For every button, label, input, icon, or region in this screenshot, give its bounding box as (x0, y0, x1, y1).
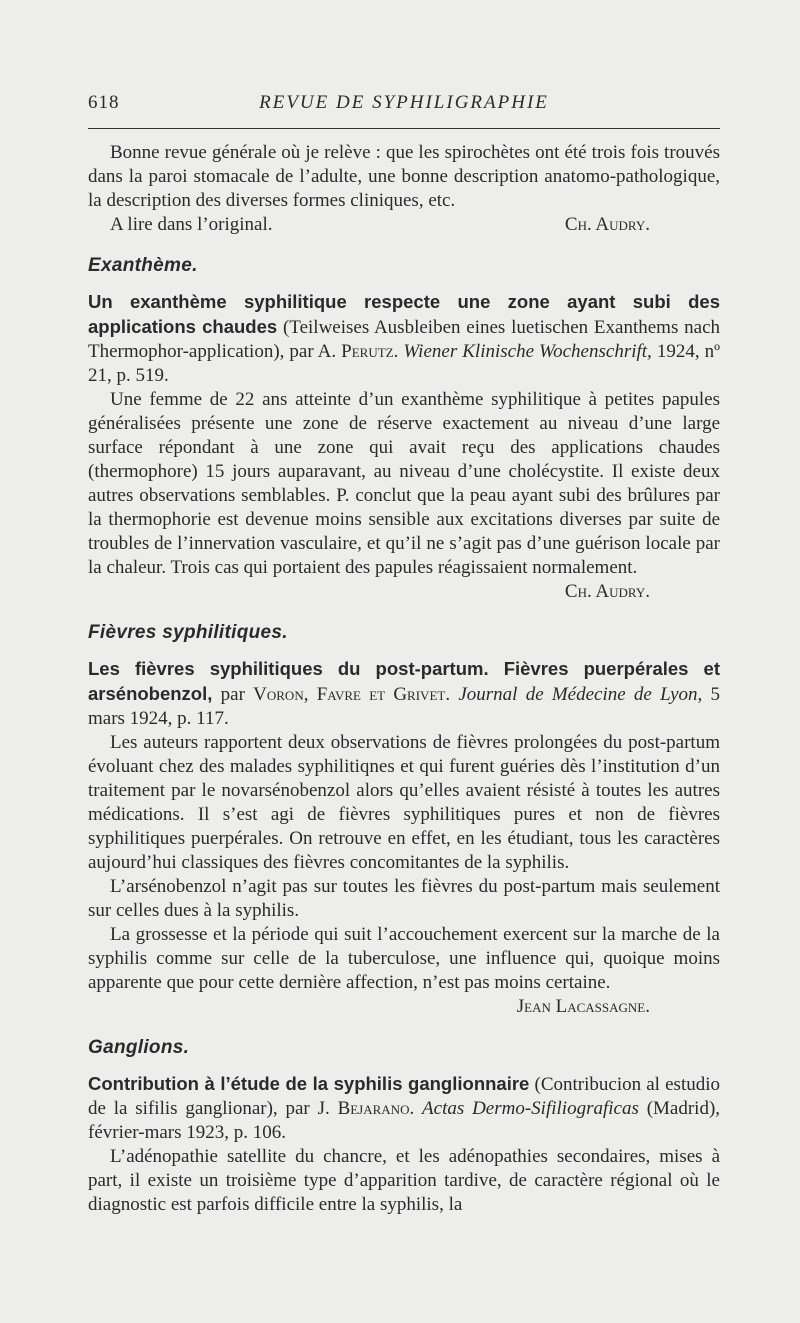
header-rule (88, 128, 720, 129)
page-header (88, 92, 720, 120)
reference-suffix: (Madrid), février-mars 1923, p. 106. (88, 1098, 721, 1143)
article-title: Les fièvres syphilitiques du post-partum. Fièvres puerpérales et arsénobenzol, (88, 658, 720, 704)
reference-journal: Wiener Klinische Wochenschrift, (403, 341, 652, 362)
page-number: 618 (88, 92, 120, 113)
article-paragraph: Les auteurs rapportent deux observations de fièvres prolongées du post-partum évoluant chez des malades syphilitiqnes et qui furent guéries dès l’institution d’un traitement par le novarsénobenzol alors qu’elles avaient résisté à toutes les autres médications. Il s’est agi de fièvres syphilitiques pures et non de fièvres syphilitiques puerpérales. On retrouve en effet, en les étudiant, tous les caractères aujourd’hui classiques des fièvres concomitantes de la syphilis. (88, 732, 720, 873)
reference-author: Voron, Favre et Grivet. (253, 684, 451, 705)
article-reference (88, 657, 720, 731)
paragraph-text: La grossesse et la période qui suit l’accouchement exercent sur la marche de la syphilis comme sur celle de la tuberculose, une influence qui, quoique moins apparente que pour cette dernière affection, n’est pas moins certaine. (88, 924, 720, 993)
article-title: Contribution à l’étude de la syphilis ganglionnaire (88, 1073, 530, 1094)
running-title: REVUE DE SYPHILIGRAPHIE (259, 92, 549, 113)
article-paragraph (88, 388, 720, 604)
article-title: Un exanthème syphilitique respecte une zone ayant subi des applications chaudes (88, 291, 720, 337)
reference-journal: Journal de Médecine de Lyon, (458, 684, 703, 705)
intro-read-text: A lire dans l’original. (110, 214, 273, 235)
intro-paragraph: Bonne revue générale où je relève : que les spirochètes ont été trois fois trouvés dans la paroi stomacale de l’adulte, une bonne description anatomo-pathologique, la description des diverses formes cliniques, etc. (88, 142, 720, 211)
article-fievres (88, 621, 720, 1019)
reference-prefix: par (220, 684, 245, 705)
reference-journal: Actas Dermo-Sifiliograficas (422, 1098, 639, 1119)
article-paragraph: L’arsénobenzol n’agit pas sur toutes les fièvres du post-partum mais seulement sur celles dues à la syphilis. (88, 876, 720, 921)
reference-author: Bejarano. (337, 1098, 415, 1119)
reference-suffix: 5 mars 1924, p. 117. (88, 684, 721, 729)
article-reference (88, 1072, 720, 1145)
section-heading: Exanthème. (88, 255, 198, 276)
reference-prefix: (Teilweises Ausbleiben eines luetischen Exanthems nach Thermophor-application), par A. (88, 317, 720, 362)
article-exantheme (88, 254, 720, 604)
intro-signature: Ch. Audry. (564, 214, 650, 235)
article-signature: Ch. Audry. (564, 581, 650, 602)
intro-read-line (88, 213, 720, 237)
section-heading: Fièvres syphilitiques. (88, 622, 288, 643)
article-ganglions (88, 1036, 720, 1217)
article-signature: Jean Lacassagne. (516, 996, 650, 1017)
section-heading: Ganglions. (88, 1037, 190, 1058)
reference-author: Perutz. (341, 341, 399, 362)
article-reference (88, 290, 720, 388)
page-body (88, 141, 720, 1221)
reference-prefix: (Contribucion al estudio de la sifilis ganglionar), par J. (88, 1074, 721, 1119)
article-paragraph: L’adénopathie satellite du chancre, et les adénopathies secondaires, mises à part, il existe un troisième type d’apparition tardive, de caractère régional où le diagnostic est parfois difficile entre la syphilis, la (88, 1146, 720, 1215)
article-paragraph (88, 923, 720, 1019)
paragraph-text: Une femme de 22 ans atteinte d’un exanthème syphilitique à petites papules généralisées présente une zone de réserve exactement au niveau d’une large surface répondant à une zone qui avait reçu des applications chaudes (thermophore) 15 jours auparavant, au niveau d’une cholécystite. Il existe deux autres observations semblables. P. conclut que la peau ayant subi des brûlures par la thermophorie est devenue moins sensible aux excitations diverses par suite de troubles de l’innervation vasculaire, et qu’il ne s’agit pas d’une guérison locale par la chaleur. Trois cas qui portaient des papules réagissaient normalement. (88, 389, 720, 578)
reference-suffix: 1924, nº 21, p. 519. (88, 341, 721, 386)
